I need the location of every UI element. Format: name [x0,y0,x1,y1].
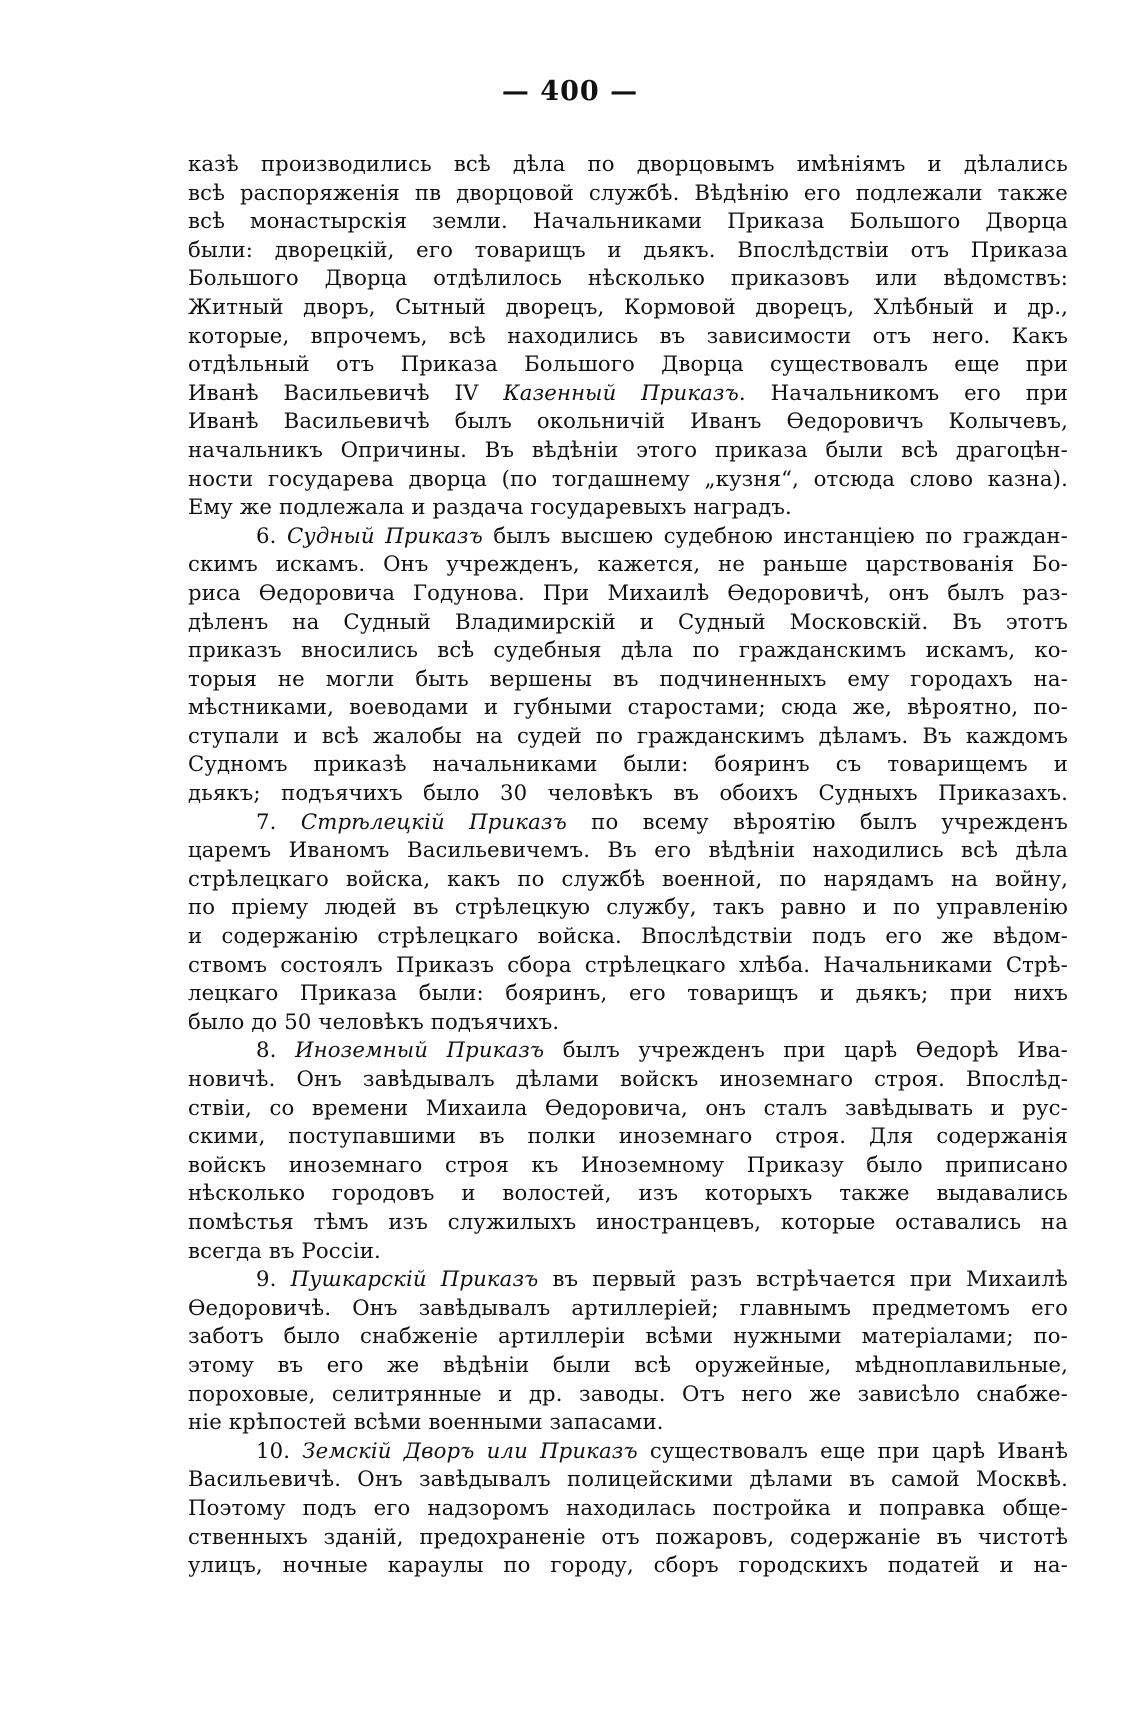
text-line [188,1523,1068,1552]
text-line [188,150,1068,179]
text-line [188,350,1068,379]
text-line [188,293,1068,322]
text-segment: всѣ монастырскія земли. Начальниками Приказа Большого Дворца [188,208,1068,234]
text-line [188,636,1068,665]
section-title: Земскій Дворъ или Приказъ [302,1437,638,1463]
text-line [188,951,1068,980]
text-segment: 9. [256,1266,291,1292]
text-segment: риса Ѳедоровича Годунова. При Михаилѣ Ѳедоровичѣ, онъ былъ раз- [188,579,1068,605]
text-segment: торыя не могли быть вершены въ подчиненныхъ ему городахъ на- [188,665,1068,691]
text-line [188,665,1068,694]
section-title: Пушкарскій Приказъ [290,1266,539,1292]
text-segment: нѣсколько городовъ и волостей, изъ которыхъ также выдавались [188,1180,1068,1206]
text-segment: Ему же подлежала и раздача государевыхъ наградъ. [188,494,792,520]
text-line [188,236,1068,265]
text-segment: войскъ иноземнаго строя къ Иноземному Приказу было приписано [188,1151,1068,1177]
text-line [188,1494,1068,1523]
text-segment: были: дворецкій, его товарищъ и дьякъ. Впослѣдствіи отъ Приказа [188,236,1068,262]
text-segment: было до 50 человѣкъ подъячихъ. [188,1008,560,1034]
text-line [188,1465,1068,1494]
text-line [188,493,1068,522]
text-line [188,1351,1068,1380]
text-segment: Иванѣ Васильевичѣ IV [188,379,504,405]
text-line [188,264,1068,293]
text-segment: существовалъ еще при царѣ Иванѣ [637,1437,1068,1463]
text-segment: лецкаго Приказа были: бояринъ, его товарищъ и дьякъ; при нихъ [188,980,1068,1006]
text-segment: по пріему людей въ стрѣлецкую службу, такъ равно и по управленію [188,894,1068,920]
text-line [188,1065,1068,1094]
text-line [188,1237,1068,1266]
text-segment: ственныхъ зданій, предохраненіе отъ пожаровъ, содержаніе въ чистотѣ [188,1523,1068,1549]
text-line [188,1008,1068,1037]
text-line [188,1380,1068,1409]
text-segment: 10. [256,1437,303,1463]
text-segment: заботъ было снабженіе артиллеріи всѣми нужными матеріалами; по- [188,1323,1068,1349]
text-line [188,865,1068,894]
text-line [188,579,1068,608]
text-line [188,750,1068,779]
text-line [188,1094,1068,1123]
text-line [188,207,1068,236]
section-title: Стрѣлецкій Приказъ [300,808,567,834]
text-segment: начальникъ Опричины. Въ вѣдѣніи этого приказа были всѣ драгоцѣн- [188,436,1068,462]
text-segment: былъ высшею судебною инстанціею по граждан- [482,522,1068,548]
text-line [188,1265,1068,1294]
text-segment: Большого Дворца отдѣлилось нѣсколько приказовъ или вѣдомствъ: [188,265,1068,291]
text-segment: дьякъ; подъячихъ было 30 человѣкъ въ обоихъ Судныхъ Приказахъ. [188,780,1068,806]
text-line [188,608,1068,637]
text-line [188,1208,1068,1237]
text-segment: приказъ вносились всѣ судебныя дѣла по гражданскимъ искамъ, ко- [188,637,1068,663]
text-line [188,693,1068,722]
text-line [188,1437,1068,1466]
text-segment: скимъ искамъ. Онъ учрежденъ, кажется, не раньше царствованія Бо- [188,551,1068,577]
section-title: Судный Приказъ [287,522,483,548]
text-line [188,893,1068,922]
text-segment: Житный дворъ, Сытный дворецъ, Кормовой дворецъ, Хлѣбный и др., [188,293,1068,319]
text-line [188,1179,1068,1208]
text-segment: новичѣ. Онъ завѣдывалъ дѣлами войскъ иноземнаго строя. Впослѣд- [188,1066,1068,1091]
text-segment: . Начальникомъ его при [738,379,1068,405]
text-segment: и содержанію стрѣлецкаго войска. Впослѣдствіи подъ его же вѣдом- [188,923,1068,949]
text-segment: ствомъ состоялъ Приказъ сбора стрѣлецкаго хлѣба. Начальниками Стрѣ- [188,951,1068,977]
text-line [188,379,1068,408]
text-segment: всѣ распоряженія пв дворцовой службѣ. Вѣдѣнію его подлежали также [188,179,1068,205]
text-segment: ступали и всѣ жалобы на судей по гражданскимъ дѣламъ. Въ каждомъ [188,722,1068,748]
text-line [188,465,1068,494]
text-segment: Васильевичѣ. Онъ завѣдывалъ полицейскими дѣлами въ самой Москвѣ. [188,1466,1068,1492]
body-text [188,150,1068,1580]
text-line [188,1036,1068,1065]
text-line [188,436,1068,465]
section-title: Иноземный Приказъ [294,1037,545,1063]
text-segment: пороховые, селитрянные и др. заводы. Отъ него же зависѣло снабже- [188,1380,1068,1406]
text-line [188,722,1068,751]
text-segment: мѣстниками, воеводами и губными старостами; сюда же, вѣроятно, по- [188,694,1068,720]
text-line [188,779,1068,808]
text-segment: казѣ производились всѣ дѣла по дворцовымъ имѣніямъ и дѣлались [188,151,1068,176]
text-line [188,922,1068,951]
text-segment: царемъ Иваномъ Васильевичемъ. Въ его вѣдѣніи находились всѣ дѣла [188,837,1068,863]
text-line [188,550,1068,579]
text-segment: Ѳедоровичѣ. Онъ завѣдывалъ артиллеріей; главнымъ предметомъ его [188,1294,1068,1320]
text-segment: по всему вѣроятію былъ учрежденъ [566,808,1069,834]
text-segment: улицъ, ночные караулы по городу, сборъ городскихъ податей и на- [188,1552,1068,1578]
text-segment: дѣленъ на Судный Владимирскій и Судный Московскій. Въ этотъ [188,608,1068,634]
text-segment: 7. [256,808,301,834]
text-line [188,1551,1068,1580]
page-number: — 400 — [501,76,639,107]
text-segment: отдѣльный отъ Приказа Большого Дворца существовалъ еще при [188,351,1068,377]
text-line [188,808,1068,837]
text-line [188,1408,1068,1437]
text-segment: помѣстья тѣмъ изъ служилыхъ иностранцевъ, которые оставались на [188,1208,1068,1234]
text-line [188,322,1068,351]
text-line [188,1322,1068,1351]
section-title: Казенный Приказъ [503,379,739,405]
text-segment: Поэтому подъ его надзоромъ находилась постройка и поправка обще- [188,1494,1068,1520]
text-line [188,979,1068,1008]
text-segment: этому въ его же вѣдѣніи были всѣ оружейные, мѣдноплавильные, [188,1351,1068,1377]
text-line [188,407,1068,436]
text-segment: ствіи, со времени Михаила Ѳедоровича, онъ сталъ завѣдывать и рус- [188,1094,1068,1120]
text-line [188,1122,1068,1151]
text-line [188,522,1068,551]
text-line [188,836,1068,865]
text-segment: въ первый разъ встрѣчается при Михаилѣ [538,1266,1068,1292]
text-line [188,1294,1068,1323]
text-segment: ности государева дворца (по тогдашнему „кузня“, отсюда слово казна). [188,465,1068,491]
text-segment: 8. [256,1037,295,1063]
text-segment: которые, впрочемъ, всѣ находились въ зависимости отъ него. Какъ [188,322,1068,348]
text-segment: всегда въ Россіи. [188,1237,381,1263]
text-segment: 6. [256,522,288,548]
text-line [188,1151,1068,1180]
text-segment: скими, поступавшими въ полки иноземнаго строя. Для содержанія [188,1123,1068,1149]
text-segment: ніе крѣпостей всѣми военными запасами. [188,1409,664,1435]
text-segment: былъ учрежденъ при царѣ Ѳедорѣ Ива- [544,1037,1068,1063]
text-segment: Судномъ приказѣ начальниками были: бояринъ съ товарищемъ и [188,751,1068,777]
text-line [188,179,1068,208]
text-segment: Иванѣ Васильевичѣ былъ окольничій Иванъ Ѳедоровичъ Колычевъ, [188,408,1068,434]
text-segment: стрѣлецкаго войска, какъ по службѣ военной, по нарядамъ на войну, [188,865,1068,891]
